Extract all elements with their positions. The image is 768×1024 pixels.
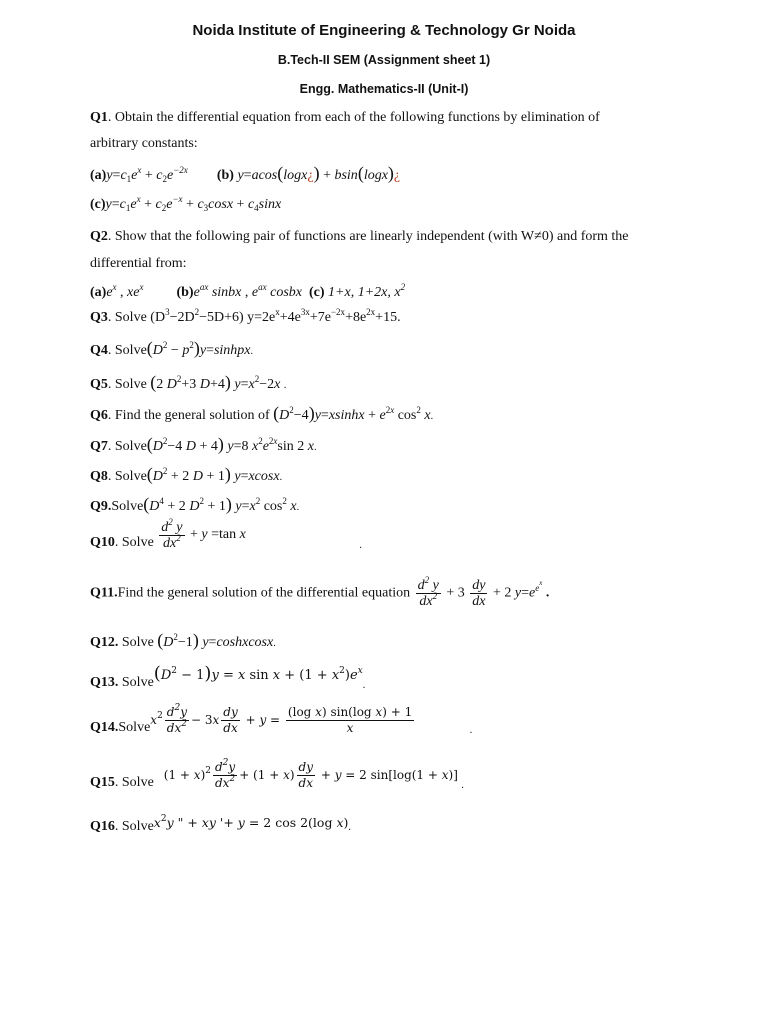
- subject-title: Engg. Mathematics-II (Unit-I): [299, 82, 469, 96]
- question-11: Q11.Find the general solution of the differential equation $\frac{d^2 y}{dx^2}$ + 3 $\frac{dy}{dx}$ + 2 $y=e^{e^x}$ .: [90, 575, 550, 609]
- question-7: Q7. $Solve(D^2-4$ D + 4) y=8 $x^2e^{2x}\sin$ 2 x.: [90, 434, 317, 454]
- question-16: Q16. Solvex$^2$y " + xy '+ y = 2 cos 2(log x).: [90, 814, 351, 834]
- question-13: Q13. $Solve(D^2 - 1)y = x$ $\sin x + (1 + x^2)e^x$.: [90, 663, 366, 691]
- question-12: Q12. Solve $(D^2-1)$ y=coshxcosx.: [90, 630, 276, 650]
- question-1-label: Q1: [90, 110, 108, 125]
- question-1-parts-ab: $(a)y=c_1e^x + c_2e^{-2x}$ (b) y=acos(logx¿) + bsin(logx)¿: [90, 163, 401, 184]
- question-2-parts: $(a)e^x$ , $xe^x$ $(b)e^{ax}$ sinbx , $e^{ax}$ cosbx (c) 1+x, 1+2x, $x^2$: [90, 282, 406, 300]
- question-2-line-2: differential from:: [90, 256, 187, 271]
- question-3: Q3. Solve $(D^3-2D^2-5D+6)$ $y=2e^x+4e^{3x}+7e^{-2x}+8e^{2x}+15$.: [90, 307, 401, 325]
- question-6: Q6. Find the general solution of $(D^2-4)y=xsinhx + e^{2x}$ $\cos^2 x$.: [90, 403, 434, 423]
- question-10: Q10. Solve $\frac{d^2 y}{dx^2}$ + y =tan x .: [90, 517, 362, 551]
- question-8: Q8. $Solve(D^2 + 2$ D + 1) y=xcosx.: [90, 464, 283, 484]
- question-1-part-c: $(c)y=c_1e^x + c_2e^{-x} + c_3\cos x + c_4\sin x$: [90, 194, 282, 213]
- sheet-title: B.Tech-II SEM (Assignment sheet 1): [277, 53, 491, 67]
- question-15: Q15. Solve $(1 + x)^2$ $\frac{d^2y}{dx^2}$ + (1 + x) $\frac{dy}{dx}$ + y = 2 sin[log(1 + x)] .: [90, 758, 464, 791]
- question-4: Q4. $Solve(D^2$ − $p^2)y=sinhpx$.: [90, 338, 253, 358]
- question-2-line-1: Q2. Show that the following pair of functions are linearly independent (with W≠0) and form the: [90, 229, 629, 244]
- question-2-label: Q2: [90, 229, 108, 244]
- institute-title: Noida Institute of Engineering & Technology Gr Noida: [192, 22, 576, 39]
- question-1-line-1: [90, 108, 600, 128]
- question-1-line-2: arbitrary constants:: [90, 136, 198, 151]
- question-14: Q14.Solvex$^2$ $\frac{d^2y}{dx^2}$ − 3x $\frac{dy}{dx}$ + y = $\frac{\text{(log x) sin(log x) + 1}}{x}$ .: [90, 703, 473, 736]
- question-1-text: . Obtain the differential equation from each of the following functions by elimination of: [107, 110, 600, 125]
- question-9: $Q9.Solve(D^4 + 2$ $D^2 + 1$) $y=x^2$ $\cos^2 x$.: [90, 494, 300, 514]
- question-5: Q5. Solve (2 $D^2+3$ D+4) $y=x^2-2x$ .: [90, 372, 287, 392]
